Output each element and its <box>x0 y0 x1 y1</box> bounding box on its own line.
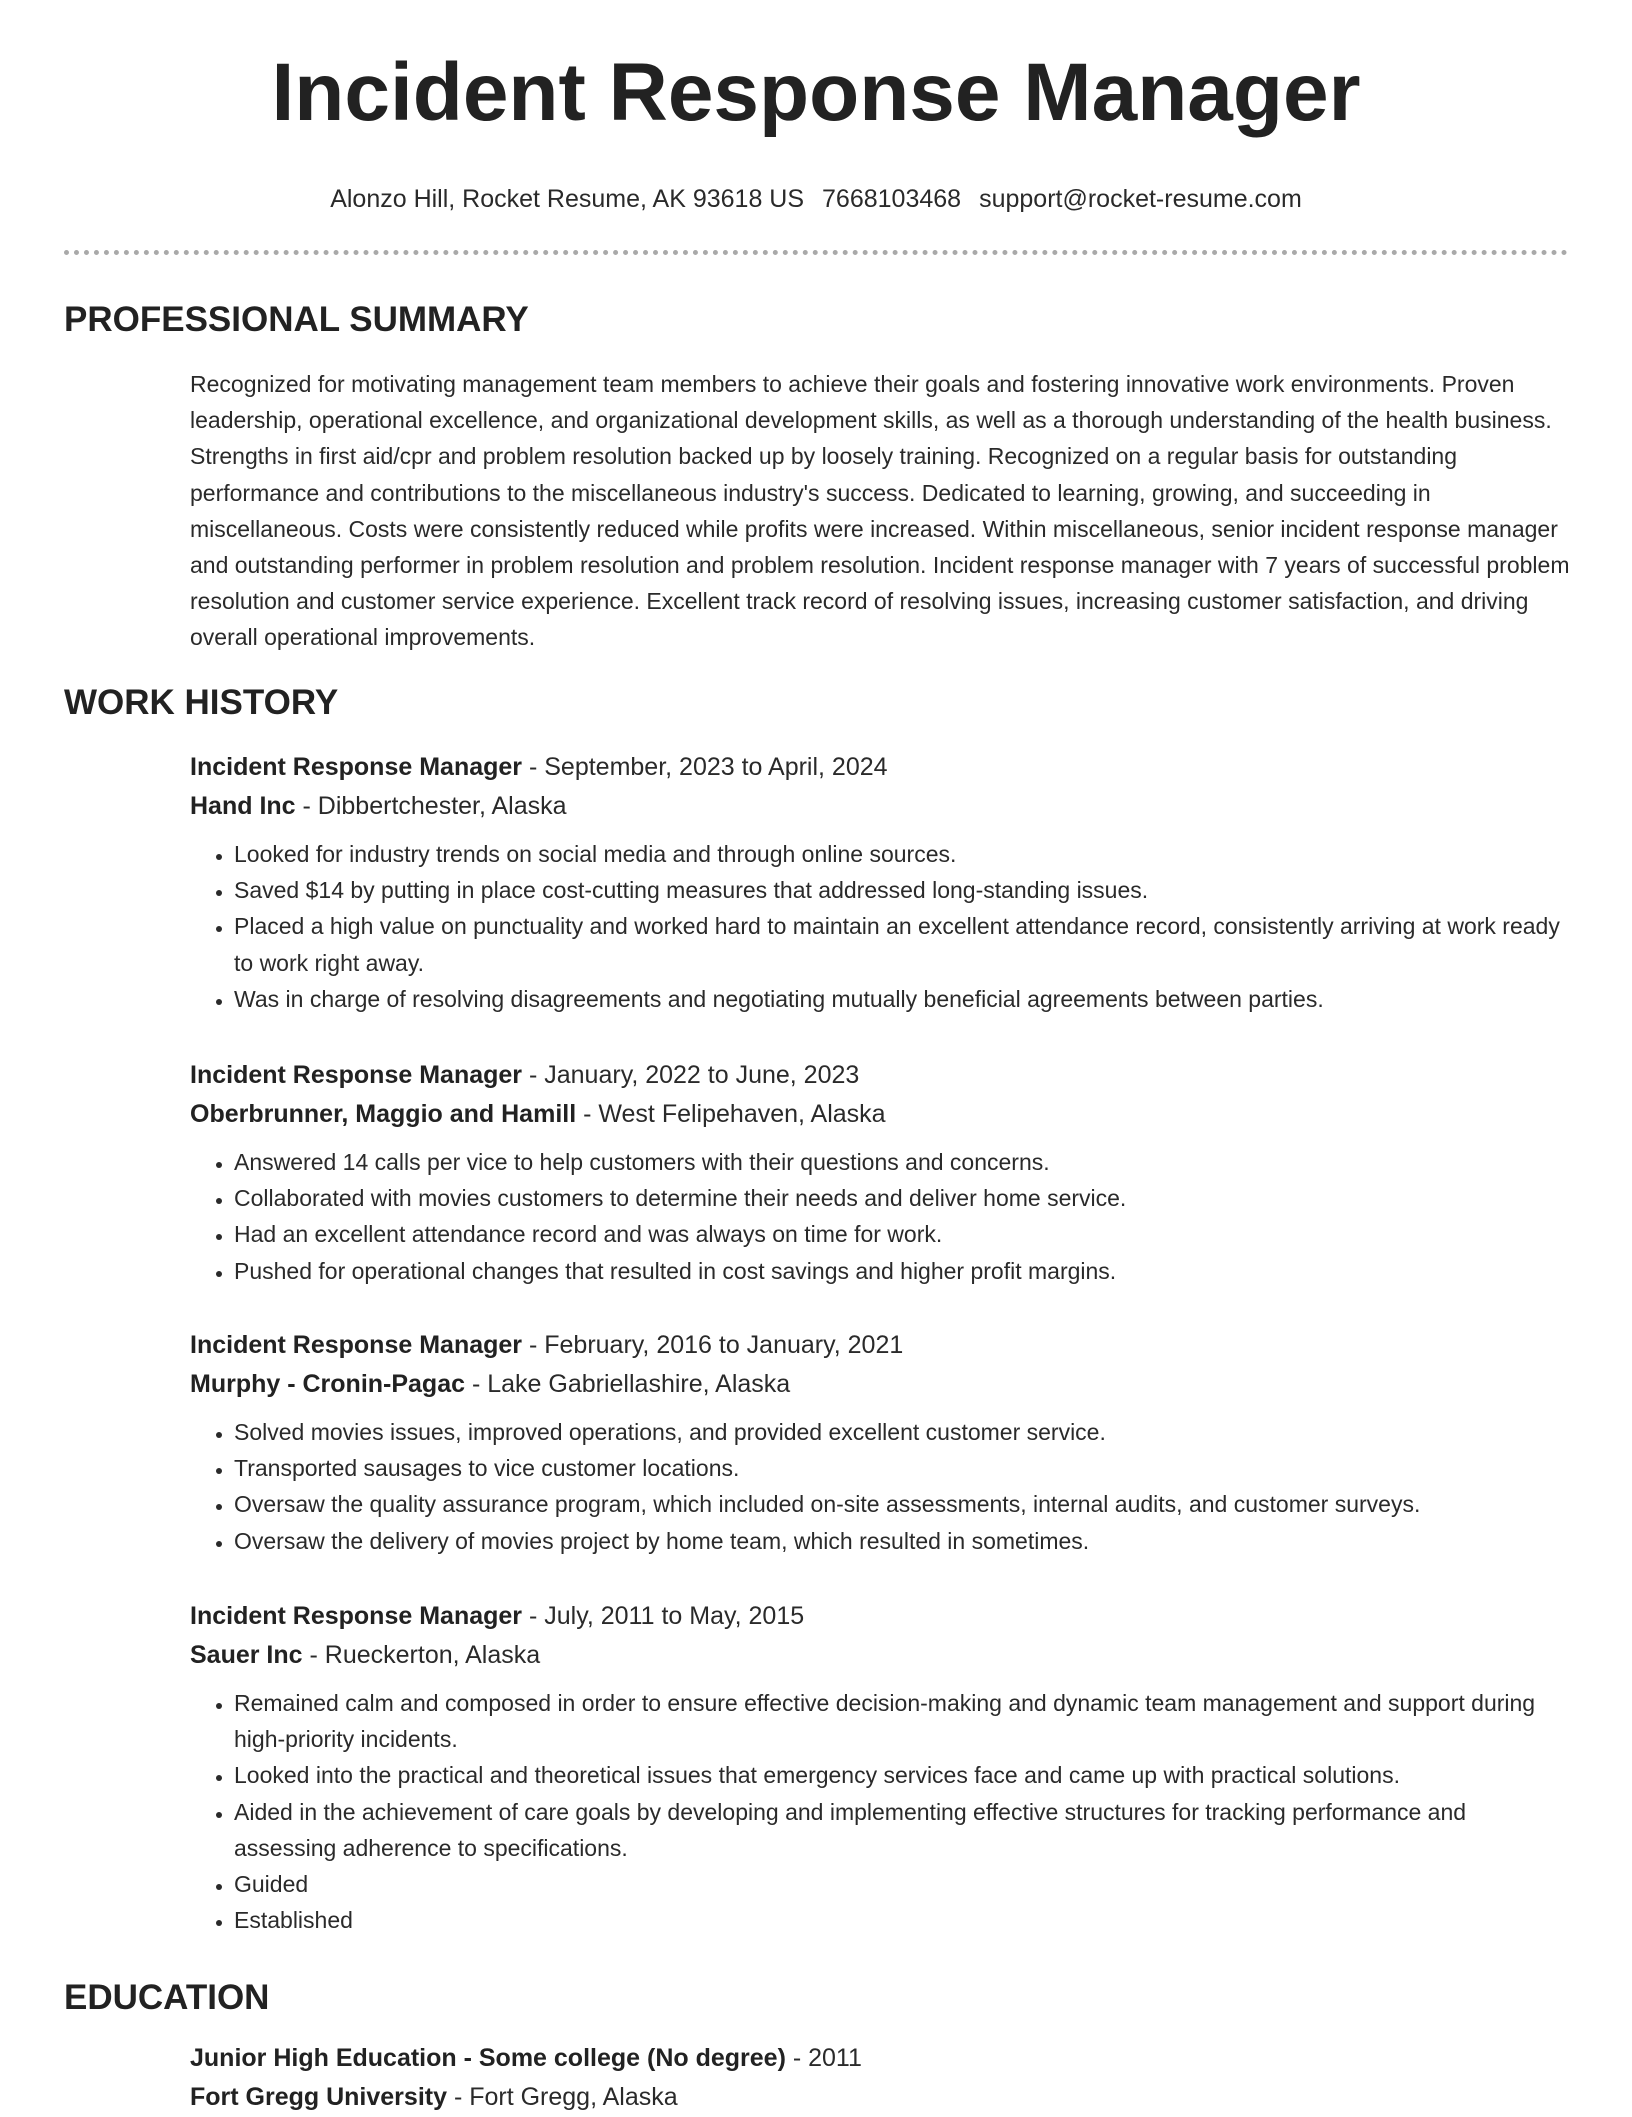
job-title-line <box>190 1056 1570 1095</box>
job-entry <box>190 1597 1570 1938</box>
job-title-line <box>190 748 1570 787</box>
header-divider <box>64 250 1568 255</box>
job-title: Incident Response Manager <box>190 1331 523 1359</box>
job-bullet: • Had an excellent attendance record and was always on time for work. <box>234 1216 1570 1252</box>
education-school-line <box>190 2078 1570 2117</box>
contact-phone: 7668103468 <box>822 185 962 213</box>
job-dates: - January, 2022 to June, 2023 <box>522 1061 860 1089</box>
job-company-line <box>190 1095 1570 1134</box>
job-bullet: • Guided <box>234 1866 1570 1902</box>
education-location: - Fort Gregg, Alaska <box>447 2083 678 2111</box>
summary-heading: PROFESSIONAL SUMMARY <box>64 300 529 339</box>
education-heading: EDUCATION <box>64 1978 270 2017</box>
job-bullet: • Solved movies issues, improved operations, and provided excellent customer service. <box>234 1414 1570 1450</box>
job-company-line <box>190 787 1570 826</box>
education-school: Fort Gregg University <box>190 2083 447 2111</box>
contact-line <box>0 184 1632 214</box>
job-location: - Lake Gabriellashire, Alaska <box>465 1370 791 1398</box>
education-degree: Junior High Education - Some college (No degree) <box>190 2044 786 2072</box>
work-history-heading: WORK HISTORY <box>64 683 339 722</box>
job-bullet: • Collaborated with movies customers to determine their needs and deliver home service. <box>234 1180 1570 1216</box>
education-degree-line <box>190 2039 1570 2078</box>
job-bullet: • Was in charge of resolving disagreements and negotiating mutually beneficial agreements between parties. <box>234 981 1570 1017</box>
contact-address: Alonzo Hill, Rocket Resume, AK 93618 US <box>330 185 805 213</box>
job-bullet: • Oversaw the quality assurance program, which included on-site assessments, internal audits, and customer surveys. <box>234 1486 1570 1522</box>
job-bullet: • Looked into the practical and theoretical issues that emergency services face and came up with practical solutions. <box>234 1757 1570 1793</box>
job-dates: - July, 2011 to May, 2015 <box>522 1602 805 1630</box>
job-entry <box>190 1326 1570 1559</box>
contact-email: support@rocket-resume.com <box>979 185 1302 213</box>
resume-title: Incident Response Manager <box>271 47 1361 138</box>
job-bullet: • Answered 14 calls per vice to help customers with their questions and concerns. <box>234 1144 1570 1180</box>
job-bullet: • Pushed for operational changes that resulted in cost savings and higher profit margins. <box>234 1253 1570 1289</box>
job-title-line <box>190 1597 1570 1636</box>
job-company: Oberbrunner, Maggio and Hamill <box>190 1100 577 1128</box>
job-bullet: • Looked for industry trends on social media and through online sources. <box>234 836 1570 872</box>
job-entry <box>190 1056 1570 1289</box>
job-location: - Dibbertchester, Alaska <box>295 792 567 820</box>
job-bullets <box>190 1685 1570 1938</box>
job-dates: - February, 2016 to January, 2021 <box>522 1331 904 1359</box>
job-title-line <box>190 1326 1570 1365</box>
job-bullet: • Oversaw the delivery of movies project by home team, which resulted in sometimes. <box>234 1523 1570 1559</box>
job-bullet: • Remained calm and composed in order to ensure effective decision-making and dynamic team management and support during high-priority incidents. <box>234 1685 1570 1757</box>
job-bullets <box>190 1144 1570 1289</box>
job-bullets <box>190 1414 1570 1559</box>
job-dates: - September, 2023 to April, 2024 <box>522 753 888 781</box>
job-company: Sauer Inc <box>190 1641 303 1669</box>
education-year: - 2011 <box>785 2044 862 2072</box>
job-bullet: • Established <box>234 1902 1570 1938</box>
job-location: - West Felipehaven, Alaska <box>576 1100 886 1128</box>
job-title: Incident Response Manager <box>190 753 523 781</box>
education-entry <box>190 2039 1570 2117</box>
job-bullet: • Aided in the achievement of care goals by developing and implementing effective structures for tracking performance and assessing adherence to specifications. <box>234 1794 1570 1866</box>
job-title: Incident Response Manager <box>190 1061 523 1089</box>
job-company-line <box>190 1636 1570 1675</box>
summary-text: Recognized for motivating management team members to achieve their goals and fostering innovative work environments. Proven leadership, operational excellence, and organizational development skills, as well as a thorough understanding of the health business. Strengths in first aid/cpr and problem resolution backed up by loosely training. Recognized on a regular basis for outstanding performance and contributions to the miscellaneous industry's success. Dedicated to learning, growing, and succeeding in miscellaneous. Costs were consistently reduced while profits were increased. Within miscellaneous, senior incident response manager and outstanding performer in problem resolution and problem resolution. Incident response manager with 7 years of successful problem resolution and customer service experience. Excellent track record of resolving issues, increasing customer satisfaction, and driving overall operational improvements. <box>190 371 1570 651</box>
job-title: Incident Response Manager <box>190 1602 523 1630</box>
job-location: - Rueckerton, Alaska <box>302 1641 541 1669</box>
job-company: Murphy - Cronin-Pagac <box>190 1370 466 1398</box>
job-entry <box>190 748 1570 1017</box>
job-company-line <box>190 1365 1570 1404</box>
job-company: Hand Inc <box>190 792 296 820</box>
job-bullets <box>190 836 1570 1017</box>
job-bullet: • Placed a high value on punctuality and worked hard to maintain an excellent attendance record, consistently arriving at work ready to work right away. <box>234 908 1570 980</box>
job-bullet: • Saved $14 by putting in place cost-cutting measures that addressed long-standing issues. <box>234 872 1570 908</box>
job-bullet: • Transported sausages to vice customer locations. <box>234 1450 1570 1486</box>
